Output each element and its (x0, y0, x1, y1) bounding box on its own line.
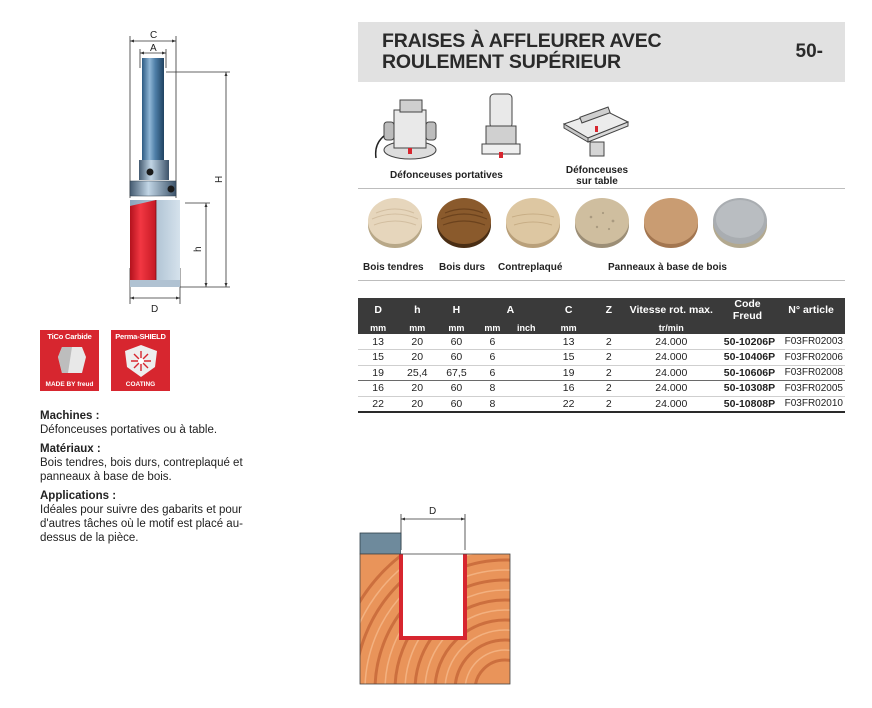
mdf-swatch (642, 195, 700, 251)
portable-router-icon (370, 92, 450, 164)
materials-text: Bois tendres, bois durs, contreplaqué et panneaux à base de bois. (40, 457, 243, 483)
hardwood-swatch (435, 195, 493, 251)
shield-coating-icon (119, 343, 163, 379)
material-label-hardwood: Bois durs (439, 262, 486, 273)
softwood-swatch (366, 195, 424, 251)
table-row: 19 25,4 67,5 6 19 2 24.000 50-10606P F03FR02008 (358, 365, 845, 381)
groove-width-label: D (429, 506, 437, 517)
dim-label-a: A (150, 43, 157, 54)
table-row: 15 20 60 6 15 2 24.000 50-10406P F03FR02006 (358, 350, 845, 366)
dim-label-h-cut: h (193, 246, 204, 252)
spec-table (358, 298, 845, 413)
dim-label-h-total: H (214, 175, 225, 183)
table-header-row: D h H A C Z Vitesse rot. max. Code Freud N° article (358, 298, 845, 322)
table-row: 16 20 60 8 16 2 24.000 50-10308P F03FR02005 (358, 381, 845, 397)
materials-separator (358, 280, 845, 281)
plywood-swatch (504, 195, 562, 251)
dim-label-c: C (150, 30, 158, 41)
product-description (40, 409, 260, 550)
table-units-row: mm mm mm mm inch mm tr/min (358, 322, 845, 334)
table-row: 13 20 60 6 13 2 24.000 50-10206P F03FR02003 (358, 334, 845, 350)
trim-router-icon (476, 90, 526, 162)
carbide-tip-icon (48, 343, 92, 377)
router-bit-diagram (100, 28, 250, 318)
machines-text: Défonceuses portatives ou à table. (40, 424, 218, 436)
table-row: 22 20 60 8 22 2 24.000 50-10808P F03FR02010 (358, 396, 845, 412)
material-label-softwood: Bois tendres (363, 262, 424, 273)
router-table-icon (560, 96, 632, 162)
applications-text: Idéales pour suivre des gabarits et pour d'autres tâches où le motif est placé au-dessus de la pièce. (40, 504, 243, 544)
table-router-label: Défonceuses sur table (565, 165, 629, 187)
perma-shield-badge: Perma-SHIELD COATING (111, 330, 170, 391)
material-label-plywood: Contreplaqué (498, 262, 563, 273)
portable-router-label: Défonceuses portatives (390, 170, 503, 181)
tico-carbide-badge: TiCo Carbide MADE BY freud (40, 330, 99, 391)
dim-label-d: D (151, 304, 159, 315)
materials-heading: Matériaux : (40, 443, 101, 455)
page-number: 50- (795, 41, 823, 62)
laminated-board-swatch (711, 195, 769, 251)
machines-heading: Machines : (40, 410, 100, 422)
applications-heading: Applications : (40, 490, 117, 502)
page-header (358, 22, 845, 82)
groove-cross-section (355, 500, 515, 690)
machines-separator (358, 188, 845, 189)
material-label-panels: Panneaux à base de bois (608, 262, 727, 273)
particleboard-swatch (573, 195, 631, 251)
page-title: FRAISES À AFFLEURER AVEC ROULEMENT SUPÉRIEUR (382, 30, 662, 73)
